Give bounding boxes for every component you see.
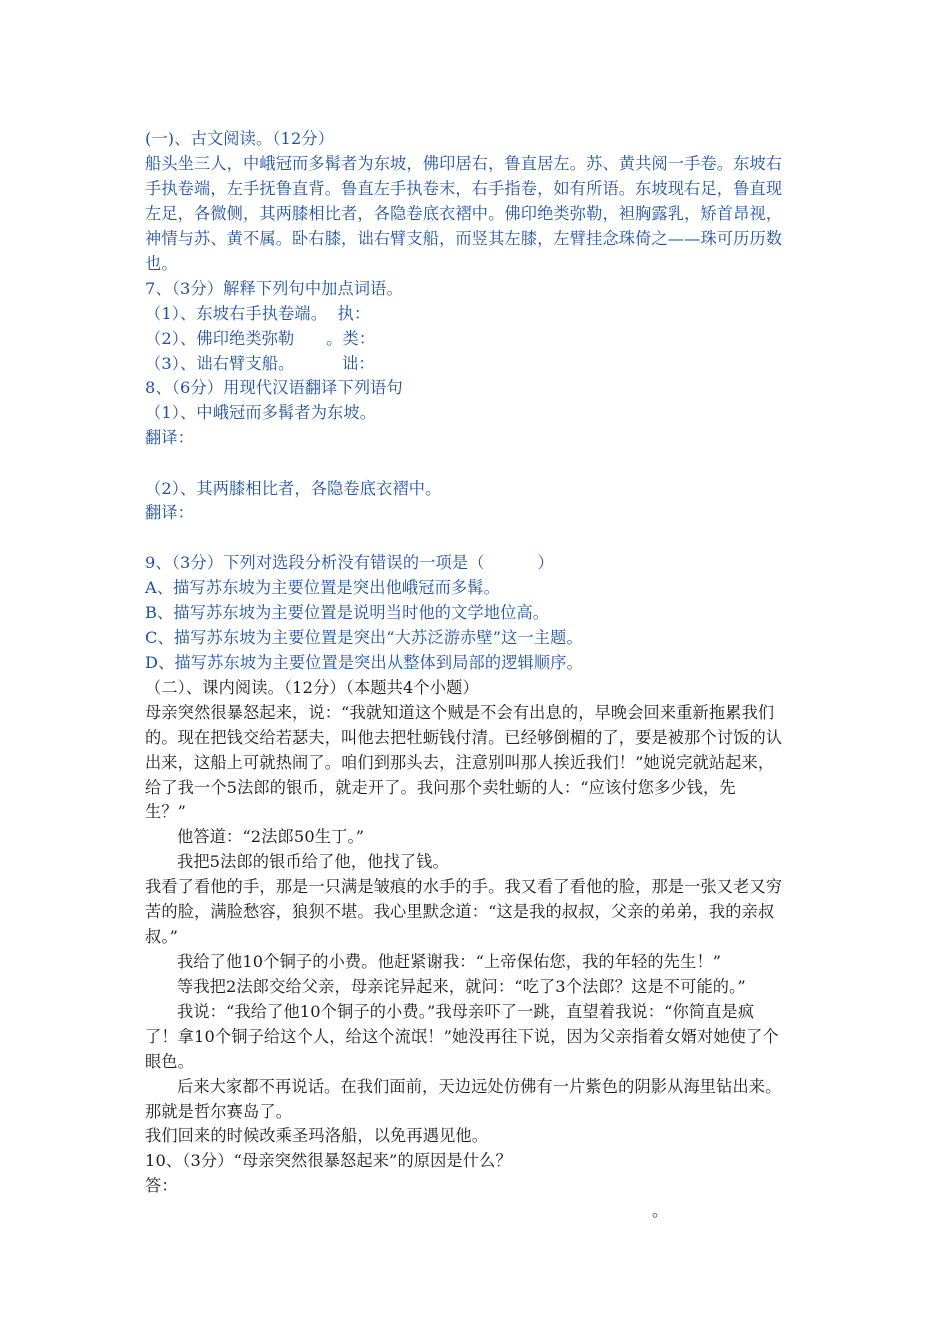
answer-label: 翻译： bbox=[145, 503, 195, 522]
question-10-title: 10、（3分）“母亲突然很暴怒起来”的原因是什么？ bbox=[145, 1151, 512, 1170]
question-8-title: 8、（6分）用现代汉语翻译下列语句 bbox=[145, 378, 403, 397]
passage-line: 那就是哲尔赛岛了。 bbox=[145, 1102, 293, 1121]
question-7-item: （3）、诎右臂支船。 诎： bbox=[145, 354, 375, 373]
passage-line: 叔。” bbox=[145, 927, 179, 946]
passage-line: 出来，这船上可就热闹了。咱们到那头去，注意别叫那人挨近我们！”她说完就站起来， bbox=[145, 753, 775, 772]
passage-line: 等我把2法郎交给父亲，母亲诧异起来，就问：“吃了3个法郎？这是不可能的。” bbox=[177, 977, 746, 996]
question-9-option-a: A、描写苏东坡为主要位置是突出他峨冠而多髯。 bbox=[145, 578, 500, 597]
passage-line: 眼色。 bbox=[145, 1052, 195, 1071]
question-8-item: （2）、其两膝相比者，各隐卷底衣褶中。 bbox=[145, 479, 442, 498]
passage-line: 我看了看他的手，那是一只满是皱痕的水手的手。我又看了看他的脸，那是一张又老又穷 bbox=[145, 877, 783, 896]
passage-line: 左足，各微侧，其两膝相比者，各隐卷底衣褶中。佛印绝类弥勒，袒胸露乳，矫首昂视， bbox=[145, 204, 783, 223]
passage-line: 后来大家都不再说话。在我们面前，天边远处仿佛有一片紫色的阴影从海里钻出来。 bbox=[177, 1077, 782, 1096]
passage-line: 我说：“我给了他10个铜子的小费。”我母亲吓了一跳，直望着我说：“你简直是疯 bbox=[177, 1002, 755, 1021]
passage-line: 也。 bbox=[145, 254, 178, 273]
passage-line: 母亲突然很暴怒起来，说：“我就知道这个贼是不会有出息的，早晚会回来重新拖累我们 bbox=[145, 703, 775, 722]
passage-line: 神情与苏、黄不属。卧右膝，诎右臂支船，而竖其左膝，左臂挂念珠倚之——珠可历历数 bbox=[145, 229, 783, 248]
question-7-title: 7、（3分）解释下列句中加点词语。 bbox=[145, 279, 403, 298]
passage-line: 苦的脸，满脸愁容，狼狈不堪。我心里默念道：“这是我的叔叔，父亲的弟弟，我的亲叔 bbox=[145, 902, 775, 921]
passage-line: 了！拿10个铜子给这个人，给这个流氓！”她没再往下说，因为父亲指着女婿对她使了个 bbox=[145, 1027, 779, 1046]
section-heading-modern: （二）、课内阅读。（12分）（本题共4个小题） bbox=[145, 678, 479, 697]
passage-line: 他答道：“2法郎50生丁。” bbox=[177, 827, 365, 846]
passage-line: 的。现在把钱交给若瑟夫，叫他去把牡蛎钱付清。已经够倒楣的了，要是被那个讨饭的认 bbox=[145, 728, 783, 747]
passage-line: 手执卷端，左手抚鲁直背。鲁直左手执卷末，右手指卷，如有所语。东坡现右足，鲁直现 bbox=[145, 179, 783, 198]
passage-line: 我们回来的时候改乘圣玛洛船，以免再遇见他。 bbox=[145, 1126, 489, 1145]
passage-line: 生？” bbox=[145, 802, 187, 821]
trailing-period: 。 bbox=[652, 1201, 669, 1220]
passage-line: 我给了他10个铜子的小费。他赶紧谢我：“上帝保佑您，我的年轻的先生！” bbox=[177, 952, 722, 971]
passage-line: 我把5法郎的银币给了他，他找了钱。 bbox=[177, 852, 449, 871]
question-7-item: （2）、佛印绝类弥勒 。类： bbox=[145, 329, 376, 348]
question-9-option-c: C、描写苏东坡为主要位置是突出“大苏泛游赤壁”这一主题。 bbox=[145, 628, 583, 647]
question-7-item: （1）、东坡右手执卷端。 执： bbox=[145, 304, 371, 323]
question-9-option-d: D、描写苏东坡为主要位置是突出从整体到局部的逻辑顺序。 bbox=[145, 653, 583, 672]
answer-label: 答： bbox=[145, 1176, 178, 1195]
section-heading-ancient: (一)、古文阅读。（12分） bbox=[145, 129, 335, 148]
passage-line: 船头坐三人，中峨冠而多髯者为东坡，佛印居右，鲁直居左。苏、黄共阅一手卷。东坡右 bbox=[145, 154, 783, 173]
question-9-option-b: B、描写苏东坡为主要位置是说明当时他的文学地位高。 bbox=[145, 603, 550, 622]
question-8-item: （1）、中峨冠而多髯者为东坡。 bbox=[145, 403, 377, 422]
answer-label: 翻译： bbox=[145, 428, 195, 447]
question-9-title: 9、（3分）下列对选段分析没有错误的一项是（ ） bbox=[145, 553, 554, 572]
passage-line: 给了我一个5法郎的银币，就走开了。我问那个卖牡蛎的人：“应该付您多少钱，先 bbox=[145, 778, 736, 797]
